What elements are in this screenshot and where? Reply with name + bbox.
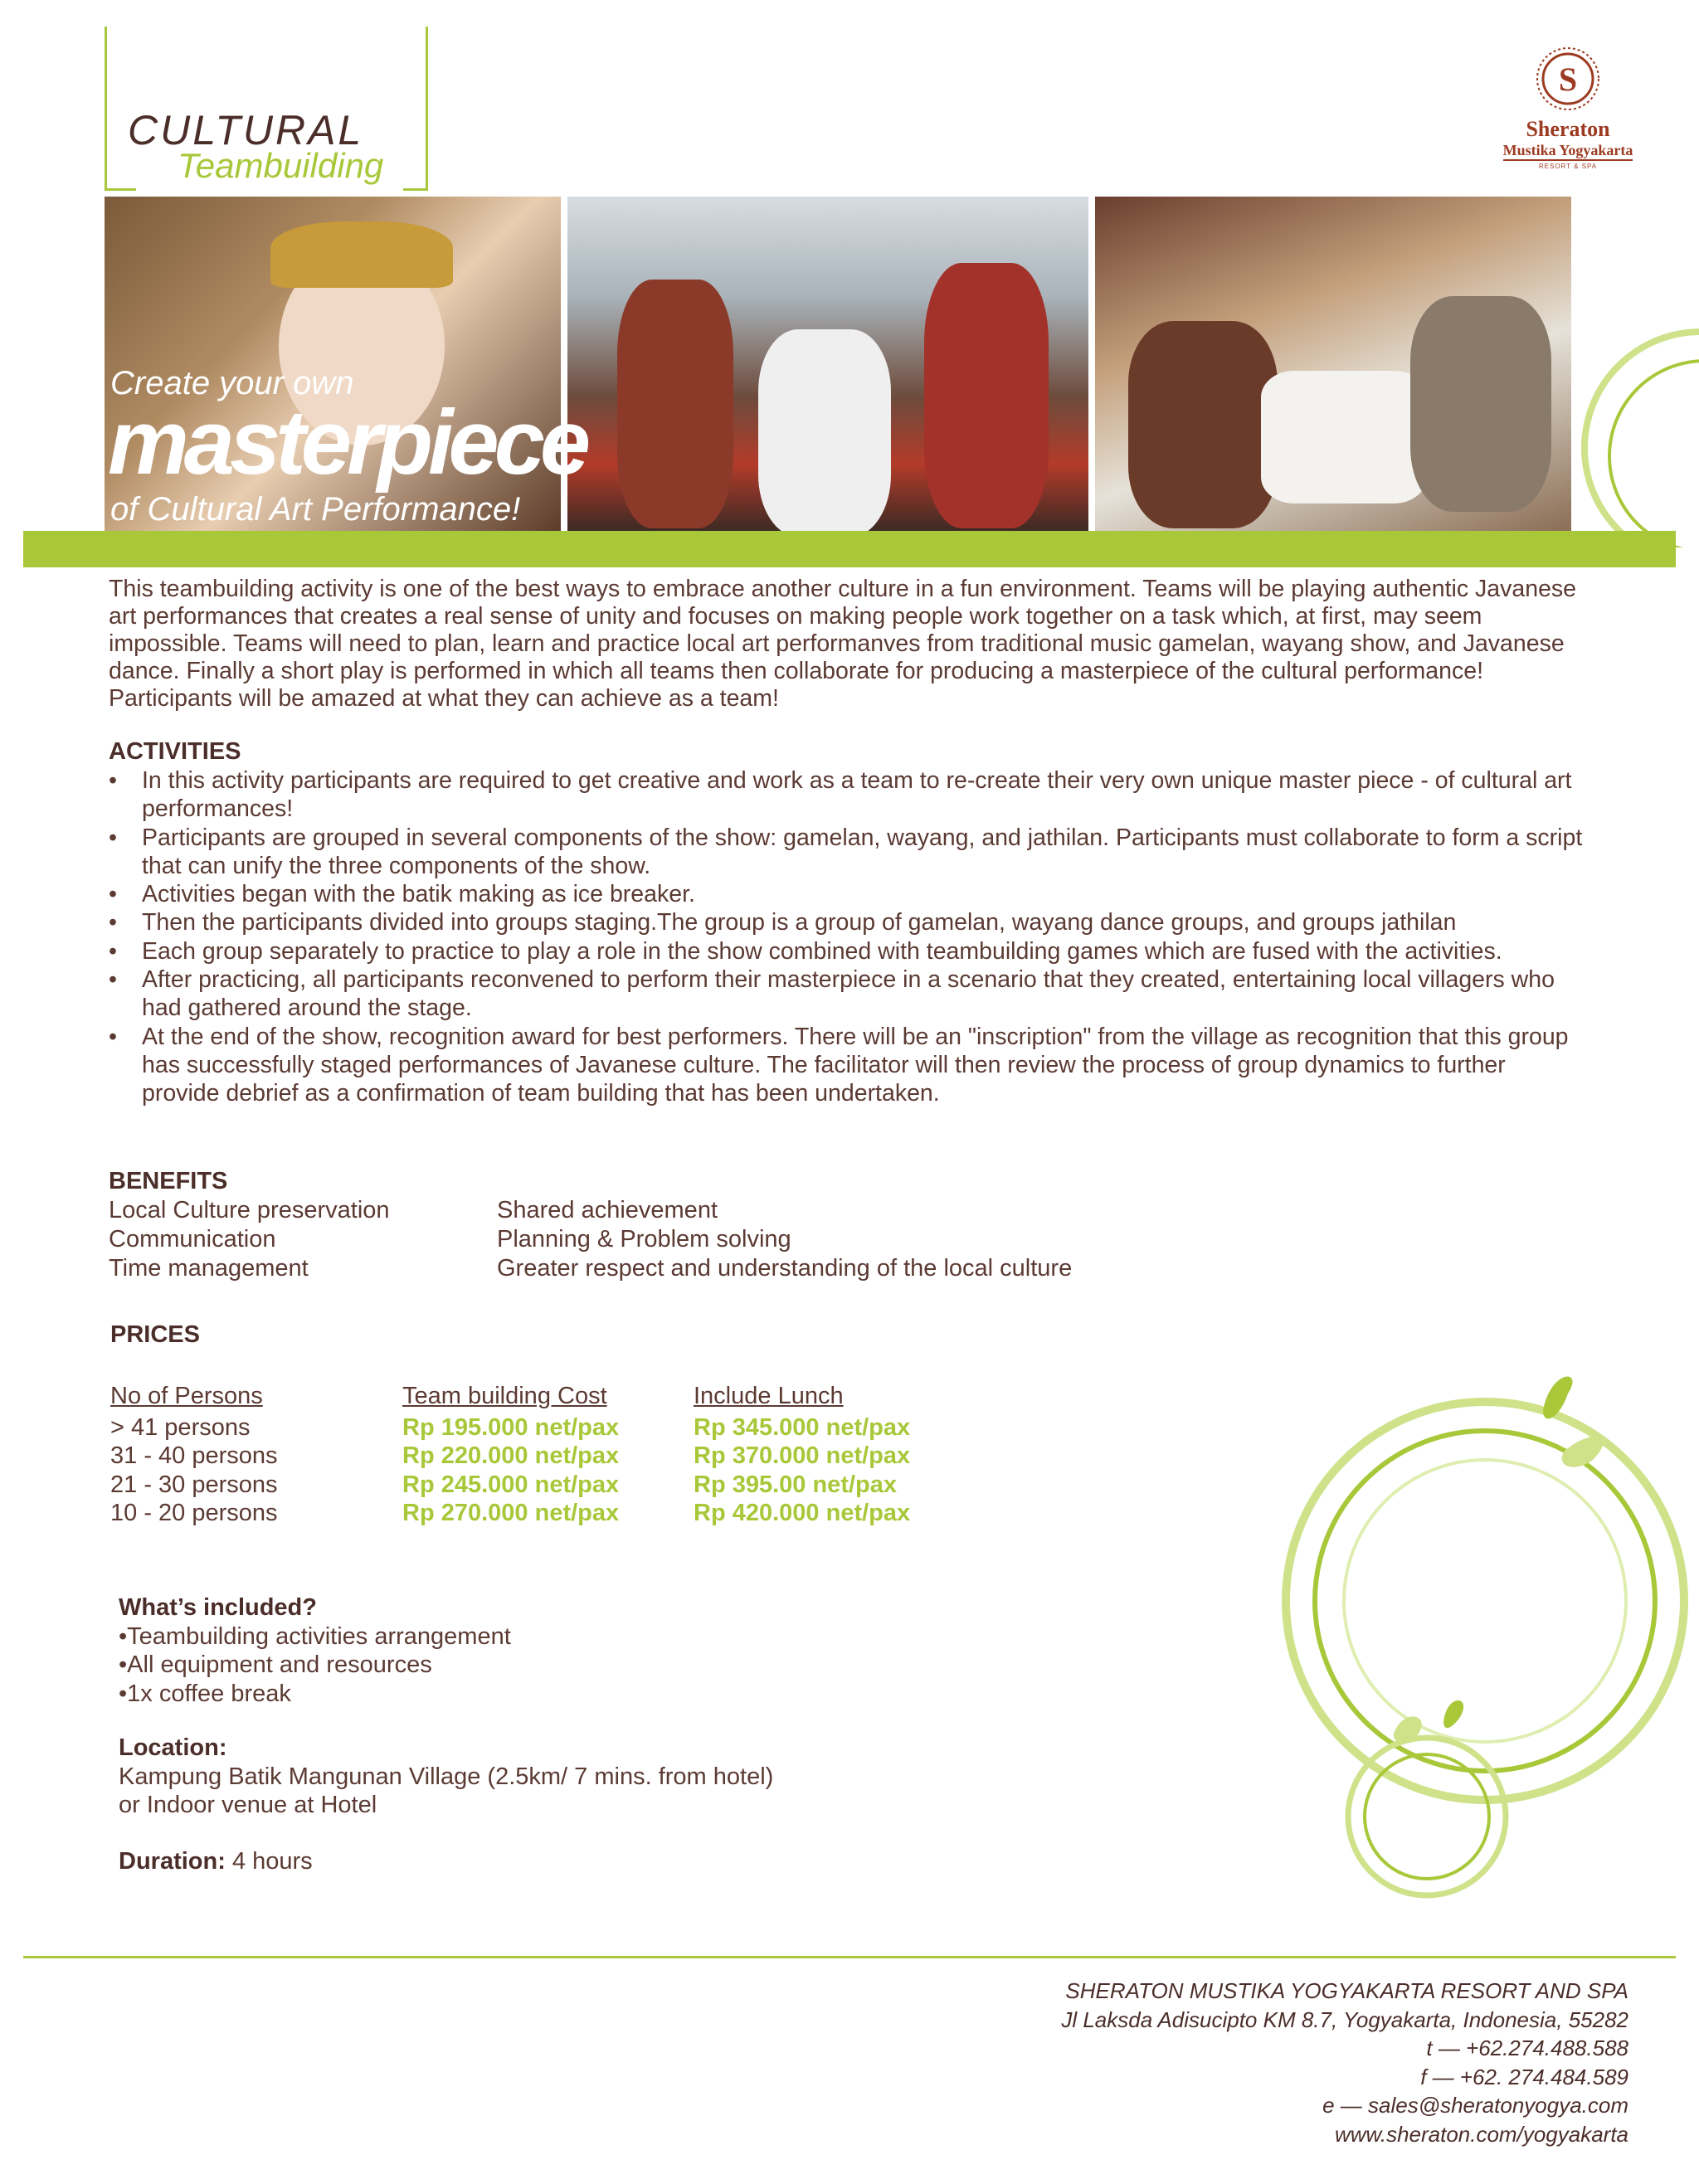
footer-email[interactable]: e — sales@sheratonyogya.com: [1322, 2093, 1628, 2118]
list-item: • Activities began with the batik making as ice breaker.: [109, 881, 695, 908]
sheraton-logo: [1485, 46, 1651, 170]
logo-brand: Sheraton: [1526, 117, 1610, 141]
activities-list: [109, 766, 1585, 1108]
table-cell: Rp 370.000 net/pax: [694, 1442, 911, 1469]
location-line: Kampung Batik Mangunan Village (2.5km/ 7 mins. from hotel): [119, 1763, 774, 1790]
intro-paragraph: This teambuilding activity is one of the best ways to embrace another culture in a fun environment. Teams will be playing authentic Javanese art performances that creates a real sense of unity and focuses on making people work together on a task which, at first, may seem impossible. Teams will need to plan, learn and practice local art performanves from traditional music gamelan, wayang show, and Javanese dance. Finally a short play is performed in which all teams then collaborate for producing a masterpiece of the cultural performance! Participants will be amazed at what they can achieve as a team!: [109, 576, 1577, 712]
benefit-item: Time management: [109, 1255, 309, 1282]
title-teambuilding: Teambuilding: [178, 146, 384, 185]
logo-tagline: RESORT & SPA: [1538, 163, 1598, 170]
footer-fax: f — +62. 274.484.589: [1420, 2064, 1628, 2089]
table-cell: Rp 195.000 net/pax: [402, 1413, 620, 1441]
column-header: Include Lunch: [694, 1383, 844, 1409]
table-cell: Rp 395.00 net/pax: [694, 1471, 897, 1498]
duration-heading: Duration:: [119, 1848, 226, 1875]
table-cell: Rp 345.000 net/pax: [694, 1413, 911, 1441]
benefits-col1: [109, 1196, 390, 1283]
table-cell: Rp 270.000 net/pax: [402, 1500, 620, 1526]
included-section: [119, 1593, 511, 1708]
included-item: •1x coffee break: [119, 1680, 291, 1707]
benefit-item: Planning & Problem solving: [497, 1226, 791, 1253]
list-item: • Each group separately to practice to play a role in the show combined with teambuilding games which are fused with the activities.: [109, 937, 1502, 965]
benefit-item: Communication: [109, 1226, 276, 1253]
location-section: [119, 1734, 773, 1820]
included-item: •Teambuilding activities arrangement: [119, 1622, 511, 1650]
table-cell: 31 - 40 persons: [110, 1442, 278, 1469]
duration-value: 4 hours: [231, 1848, 313, 1875]
footer-website[interactable]: www.sheraton.com/yogyakarta: [1334, 2121, 1628, 2147]
table-cell: 10 - 20 persons: [110, 1500, 278, 1526]
hero-line3: of Cultural Art Performance!: [110, 491, 521, 528]
prices-persons-column: [110, 1382, 278, 1528]
swirl-decoration-icon: [1535, 315, 1699, 547]
included-item: •All equipment and resources: [119, 1651, 432, 1678]
leaf-swirl-decoration-icon: [1236, 1369, 1699, 1916]
green-band: [23, 531, 1676, 567]
list-item: • Participants are grouped in several components of the show: gamelan, wayang, and jathilan. Participants must collaborate to form a script that can unify the three components of the show.: [109, 824, 1583, 879]
table-cell: Rp 220.000 net/pax: [402, 1442, 620, 1469]
prices-cost-column: [402, 1382, 619, 1528]
table-cell: 21 - 30 persons: [110, 1471, 278, 1498]
table-cell: Rp 245.000 net/pax: [402, 1471, 620, 1498]
photo-batik-making: [1095, 197, 1571, 531]
sheraton-emblem-icon: [1535, 46, 1601, 112]
table-cell: > 41 persons: [110, 1413, 251, 1441]
footer-contact: [1061, 1977, 1628, 2148]
svg-text:S: S: [1558, 61, 1578, 98]
hero-line2: masterpiece: [108, 392, 587, 494]
list-item: • In this activity participants are required to get creative and work as a team to re-create their very own unique master piece - of cultural art performances!: [109, 767, 1572, 823]
footer-rule: [23, 1956, 1676, 1958]
hero-line1: Create your own: [110, 365, 354, 401]
benefits-heading: BENEFITS: [109, 1168, 228, 1194]
benefits-col2: [497, 1196, 1072, 1283]
prices-lunch-column: [694, 1382, 910, 1528]
location-line: or Indoor venue at Hotel: [119, 1792, 377, 1818]
column-header: Team building Cost: [402, 1383, 607, 1409]
footer-phone: t — +62.274.488.588: [1426, 2036, 1628, 2060]
list-item: • After practicing, all participants reconvened to perform their masterpiece in a scenario that they created, entertaining local villagers who had gathered around the stage.: [109, 966, 1555, 1022]
photo-performers: [567, 197, 1088, 531]
location-heading: Location:: [119, 1734, 227, 1761]
duration-section: [119, 1848, 313, 1875]
column-header: No of Persons: [110, 1383, 263, 1409]
prices-heading: PRICES: [110, 1321, 200, 1348]
table-cell: Rp 420.000 net/pax: [694, 1500, 911, 1526]
benefit-item: Greater respect and understanding of the local culture: [497, 1255, 1073, 1282]
logo-property: Mustika Yogyakarta: [1503, 142, 1633, 161]
list-item: • At the end of the show, recognition award for best performers. There will be an "inscription" from the village as recognition that this group has successfully staged performances of Javanese culture. The facilitator will then review the process of group dynamics to further provide debrief as a confirmation of team building that has been undertaken.: [109, 1023, 1569, 1107]
activities-heading: ACTIVITIES: [109, 738, 241, 765]
footer-name: SHERATON MUSTIKA YOGYAKARTA RESORT AND SPA: [1065, 1978, 1628, 2003]
list-item: • Then the participants divided into groups staging.The group is a group of gamelan, wayang dance groups, and groups jathilan: [109, 909, 1457, 936]
title-cultural: CULTURAL: [128, 107, 364, 153]
benefit-item: Local Culture preservation: [109, 1197, 390, 1223]
included-heading: What’s included?: [119, 1594, 317, 1621]
footer-address: Jl Laksda Adisucipto KM 8.7, Yogyakarta, Indonesia, 55282: [1061, 2006, 1628, 2032]
benefit-item: Shared achievement: [497, 1197, 718, 1223]
